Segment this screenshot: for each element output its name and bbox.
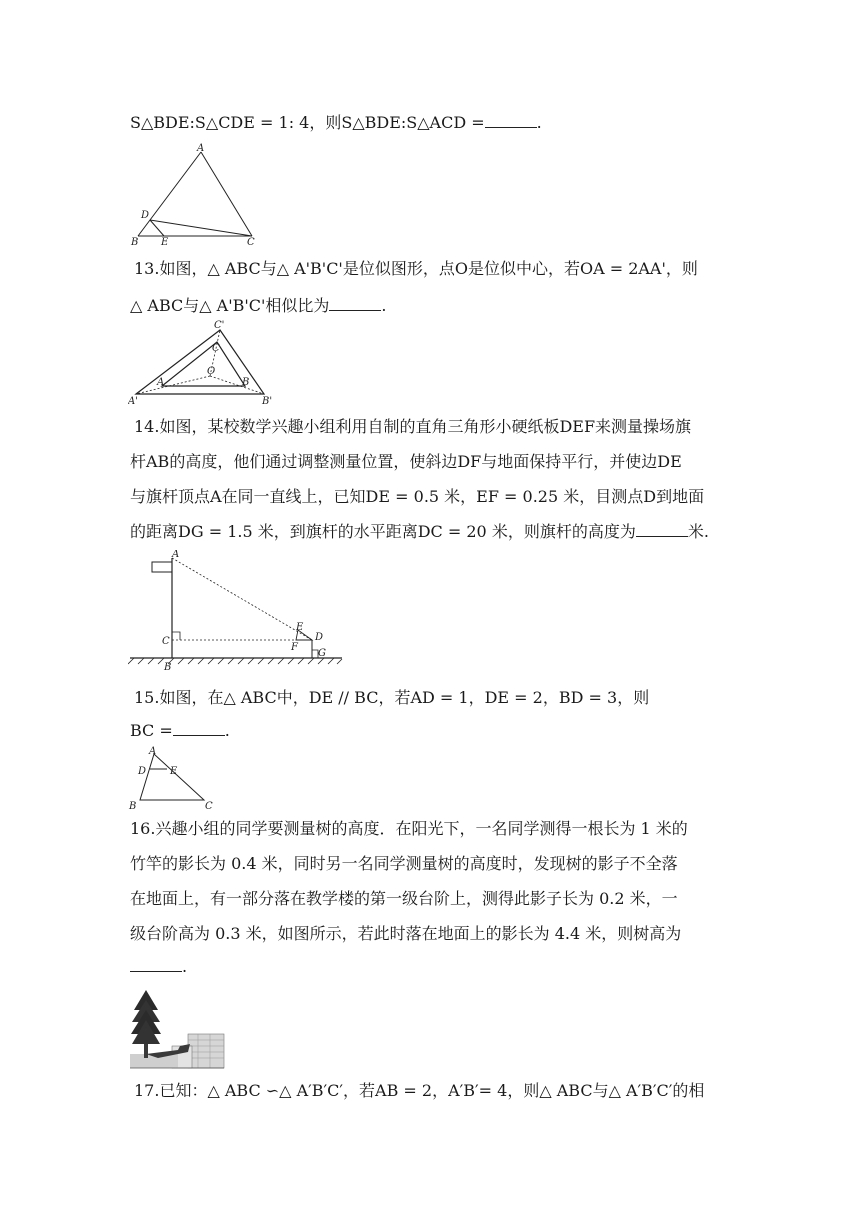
q15-stem: BC = (130, 721, 173, 740)
point-label-b: B (164, 662, 172, 672)
q13-figure (128, 318, 276, 408)
q13-end: . (381, 296, 387, 315)
vertex-label-a: A (197, 143, 205, 154)
vertex-label-b: B (129, 801, 137, 812)
q16-line-5 (130, 956, 187, 978)
vertex-label-a: A (149, 746, 157, 757)
vertex-label-a: A (157, 377, 165, 388)
point-label-a: A (172, 550, 180, 560)
point-label-f: F (291, 642, 298, 653)
q14-line-1: 14.如图，某校数学兴趣小组利用自制的直角三角形小硬纸板DEF来测量操场旗 (134, 417, 692, 436)
q14-stem: 的距离DG = 1.5 米，到旗杆的水平距离DC = 20 米，则旗杆的高度为 (130, 522, 636, 541)
vertex-label-c: C (247, 237, 255, 248)
q16-tree-figure (128, 988, 226, 1070)
q16-line-1: 16.兴趣小组的同学要测量树的高度．在阳光下，一名同学测得一根长为 1 米的 (130, 819, 688, 838)
answer-blank (636, 522, 688, 537)
point-label-c: C (162, 636, 170, 647)
answer-blank (329, 296, 381, 311)
q12-end: . (536, 113, 542, 132)
answer-blank (130, 957, 182, 972)
vertex-label-e: E (161, 237, 169, 248)
vertex-label-d: D (141, 210, 150, 221)
vertex-label-c-prime: C' (214, 320, 225, 331)
answer-blank (485, 113, 537, 128)
vertex-label-b: B (242, 377, 250, 388)
q14-line-3: 与旗杆顶点A在同一直线上，已知DE = 0.5 米，EF = 0.25 米，目测点D到地面 (130, 487, 705, 506)
point-label-e: E (296, 622, 304, 633)
vertex-label-b-prime: B' (262, 396, 273, 407)
vertex-label-e: E (170, 766, 178, 777)
q12-text (130, 112, 542, 134)
center-label-o: O (207, 366, 216, 377)
q13-line-2 (130, 295, 386, 317)
vertex-label-b: B (131, 237, 139, 248)
q16-end: . (182, 957, 188, 976)
vertex-label-d: D (138, 766, 147, 777)
q16-line-4: 级台阶高为 0.3 米，如图所示，若此时落在地面上的影长为 4.4 米，则树高为 (130, 924, 682, 943)
q12-figure (128, 142, 268, 248)
q13-line-1: 13.如图，△ ABC与△ A'B'C'是位似图形，点O是位似中心，若OA = 2AA'，则 (134, 259, 698, 278)
q14-end: 米. (687, 522, 709, 541)
q14-line-4 (130, 521, 709, 543)
answer-blank (173, 721, 225, 736)
q17-line-1: 17.已知：△ ABC ∽△ A′B′C′，若AB = 2，A′B′= 4，则△ ABC与△ A′B′C′的相 (134, 1081, 705, 1100)
q16-line-2: 竹竿的影长为 0.4 米，同时另一名同学测量树的高度时，发现树的影子不全落 (130, 854, 678, 873)
vertex-label-a-prime: A' (128, 396, 138, 407)
q16-line-3: 在地面上，有一部分落在教学楼的第一级台阶上，测得此影子长为 0.2 米，一 (130, 889, 678, 908)
q15-end: . (224, 721, 230, 740)
q13-stem: △ ABC与△ A'B'C'相似比为 (130, 296, 330, 315)
q15-line-1: 15.如图，在△ ABC中，DE // BC，若AD = 1，DE = 2，BD = 3，则 (134, 688, 650, 707)
vertex-label-c: C (212, 343, 220, 354)
q14-line-2: 杆AB的高度，他们通过调整测量位置，使斜边DF与地面保持平行，并使边DE (130, 452, 682, 471)
q15-figure (128, 746, 220, 812)
point-label-d: D (315, 632, 324, 643)
point-label-g: G (318, 648, 326, 659)
vertex-label-c: C (205, 801, 213, 812)
q15-line-2 (130, 720, 230, 742)
q12-stem: S△BDE:S△CDE = 1: 4，则S△BDE:S△ACD = (130, 113, 485, 132)
q14-figure (128, 550, 344, 672)
